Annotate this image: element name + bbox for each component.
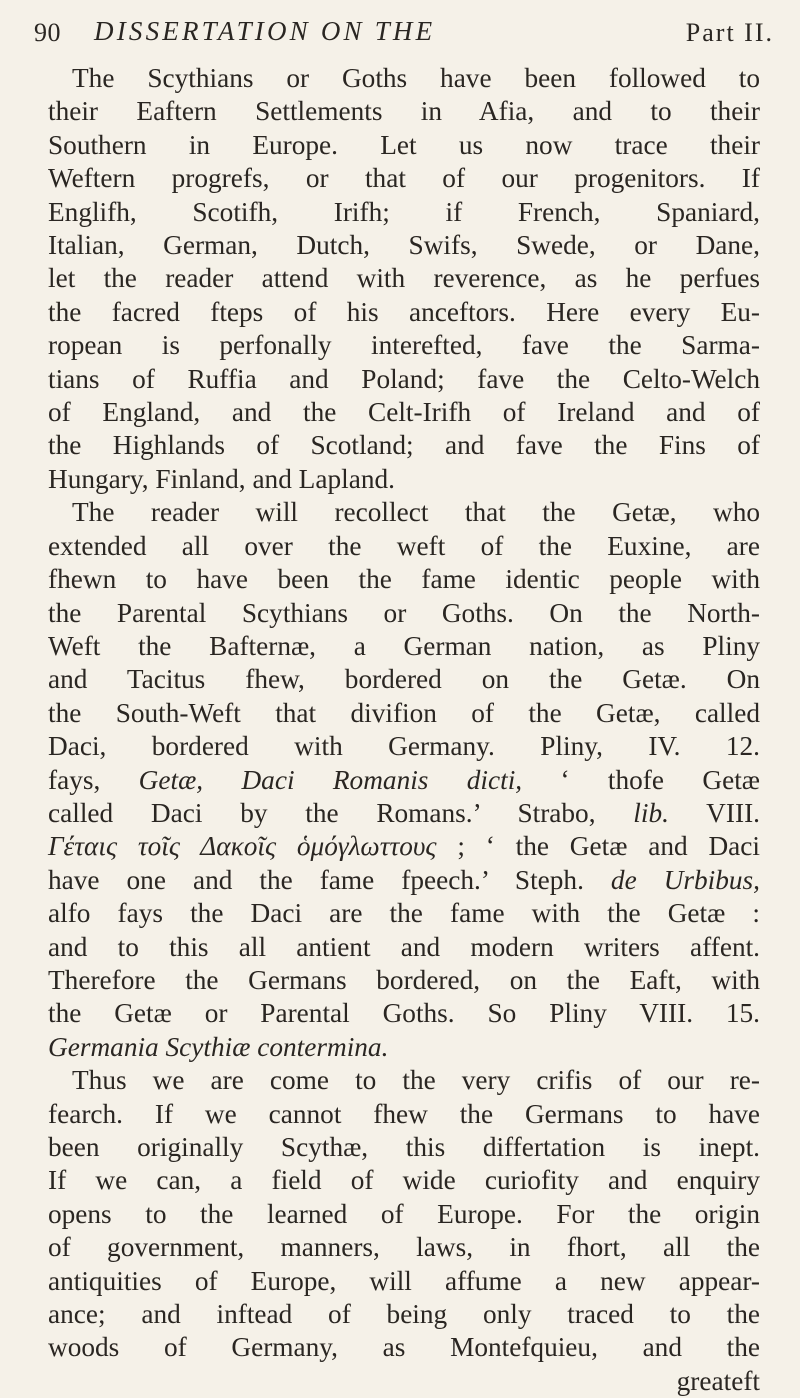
text-segment: let the reader attend with reverence, as he perfues — [48, 263, 760, 294]
text-segment: Therefore the Germans bordered, on the Eaft, with — [48, 964, 760, 995]
part-label: Part II. — [685, 18, 774, 47]
text-segment: woods of Germany, as Montefquieu, and the — [48, 1332, 760, 1363]
text-line — [48, 1231, 760, 1264]
text-line — [48, 62, 760, 95]
text-line — [48, 964, 760, 997]
page-number: 90 — [34, 18, 61, 47]
text-segment: ; ‘ the Getæ and Daci — [436, 831, 760, 862]
text-segment: antiquities of Europe, will affume a new appear- — [48, 1265, 760, 1296]
text-segment: If we can, a field of wide curiofity and enquiry — [48, 1165, 760, 1196]
text-line — [48, 296, 760, 329]
text-segment: the Highlands of Scotland; and fave the Fins of — [48, 430, 760, 461]
text-segment: the South-Weft that divifion of the Getæ, called — [48, 697, 760, 728]
text-line — [48, 797, 760, 830]
text-line — [48, 1164, 760, 1197]
text-line — [48, 1064, 760, 1097]
text-segment: the Getæ or Parental Goths. So Pliny VIII. 15. — [48, 998, 760, 1029]
text-segment: have one and the fame fpeech.’ Steph. — [48, 864, 611, 895]
text-line — [48, 563, 760, 596]
body-text — [48, 62, 760, 1398]
text-segment: The reader will recollect that the Getæ, who — [72, 497, 760, 528]
text-segment: opens to the learned of Europe. For the origin — [48, 1198, 760, 1229]
text-segment: ropean is perfonally interefted, fave the Sarma- — [48, 330, 760, 361]
text-segment: greateft — [676, 1365, 760, 1396]
text-line — [48, 597, 760, 630]
text-segment: tians of Ruffia and Poland; fave the Celto-Welch — [48, 363, 760, 394]
text-line — [48, 463, 760, 496]
text-segment: the facred fteps of his anceftors. Here every Eu- — [48, 296, 760, 327]
text-segment: Englifh, Scotifh, Irifh; if French, Spaniard, — [48, 196, 760, 227]
text-line — [48, 329, 760, 362]
text-line — [48, 1265, 760, 1298]
text-line — [48, 997, 760, 1030]
text-line — [48, 162, 760, 195]
text-segment: Southern in Europe. Let us now trace their — [48, 129, 760, 160]
text-line — [48, 1331, 760, 1364]
text-segment: Thus we are come to the very crifis of our re- — [72, 1065, 760, 1096]
text-segment: fhewn to have been the fame identic people with — [48, 564, 760, 595]
text-line — [48, 530, 760, 563]
italic-text: Γέταις τοῖς Δακοῖς ὁμόγλωττους — [48, 831, 437, 862]
text-segment: and to this all antient and modern writers affent. — [48, 931, 760, 962]
text-segment: Italian, German, Dutch, Swifs, Swede, or Dane, — [48, 230, 760, 261]
text-line — [48, 496, 760, 529]
text-segment: of government, manners, laws, in fhort, all the — [48, 1232, 760, 1263]
text-line — [48, 931, 760, 964]
text-line — [48, 196, 760, 229]
text-segment: alfo fays the Daci are the fame with the Getæ : — [48, 898, 760, 929]
text-segment: Hungary, Finland, and Lapland. — [48, 463, 395, 494]
italic-text: lib. — [633, 797, 669, 828]
text-line — [48, 429, 760, 462]
text-segment: VIII. — [668, 797, 760, 828]
text-line — [48, 229, 760, 262]
text-line — [48, 630, 760, 663]
text-line — [48, 1098, 760, 1131]
running-title: DISSERTATION ON THE — [94, 16, 436, 46]
text-segment: fearch. If we cannot fhew the Germans to have — [48, 1098, 760, 1129]
text-line — [48, 262, 760, 295]
text-segment: Weftern progrefs, or that of our progenitors. If — [48, 163, 760, 194]
text-line — [48, 1198, 760, 1231]
text-line — [48, 1131, 760, 1164]
text-segment: been originally Scythæ, this differtation is inept. — [48, 1132, 760, 1162]
text-segment: their Eaftern Settlements in Afia, and to their — [48, 96, 760, 127]
text-line — [48, 730, 760, 763]
text-line — [48, 129, 760, 162]
text-line — [48, 830, 760, 863]
text-segment: called Daci by the Romans.’ Strabo, — [48, 797, 634, 828]
italic-text: Germania Scythiæ contermina. — [48, 1031, 389, 1062]
text-line — [48, 1365, 760, 1398]
text-line — [48, 697, 760, 730]
text-segment: ‘ thofe Getæ — [522, 764, 760, 795]
text-line — [48, 897, 760, 930]
text-segment: Weft the Bafternæ, a German nation, as Pliny — [48, 630, 760, 661]
text-segment: The Scythians or Goths have been followed to — [72, 63, 760, 93]
text-line — [48, 764, 760, 797]
text-segment: Daci, bordered with Germany. Pliny, IV. 12. — [48, 731, 760, 762]
text-segment: and Tacitus fhew, bordered on the Getæ. On — [48, 664, 760, 695]
italic-text: Getæ, Daci Romanis dicti, — [138, 764, 523, 795]
text-segment: ance; and inftead of being only traced to the — [48, 1299, 760, 1330]
text-line — [48, 1298, 760, 1331]
text-line — [48, 363, 760, 396]
text-segment: fays, — [48, 764, 139, 795]
text-line — [48, 95, 760, 128]
text-segment: the Parental Scythians or Goths. On the North- — [48, 597, 760, 628]
italic-text: de Urbibus, — [610, 864, 761, 895]
text-segment: extended all over the weft of the Euxine, are — [48, 530, 760, 561]
text-line — [48, 1031, 760, 1064]
text-line — [48, 663, 760, 696]
text-line — [48, 396, 760, 429]
text-segment: of England, and the Celt-Irifh of Ireland and of — [48, 397, 760, 428]
page-header — [34, 10, 774, 58]
text-line — [48, 864, 760, 897]
